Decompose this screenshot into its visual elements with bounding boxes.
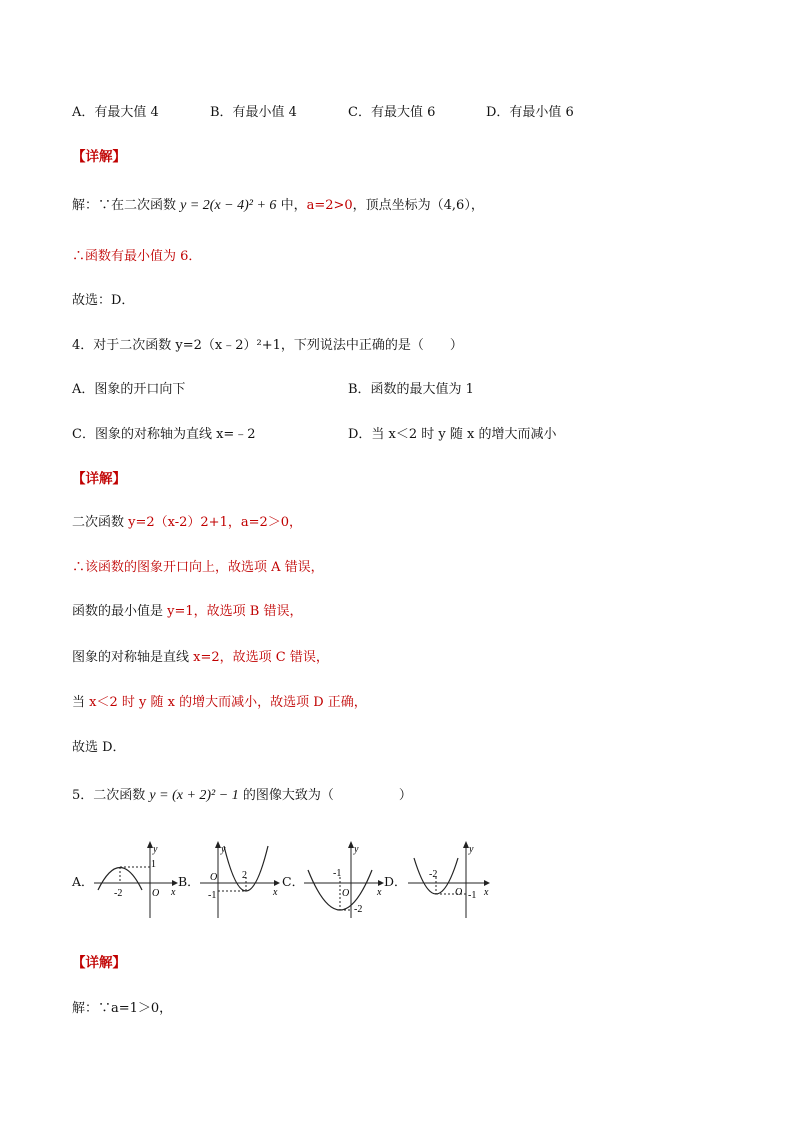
q4-solution-line-4 [72, 649, 329, 667]
graph-a-x-label: x [171, 887, 176, 898]
q5-formula: y = (x + 2)² − 1 [149, 788, 239, 803]
q3-solution-tail: ，顶点坐标为（4,6）， [352, 198, 484, 213]
q3-option-b: B．有最小值 4 [210, 105, 297, 120]
q4-sol5-black: 当 [72, 695, 90, 710]
q5-label-b: B． [178, 874, 200, 889]
graph-a-x-arrow [172, 880, 178, 886]
q5-label-d: D． [384, 874, 407, 889]
q3-solution-a: a=2>0 [306, 198, 353, 213]
q4-solution-line-2: ∴该函数的图象开口向上，故选项 A 错误， [72, 560, 324, 575]
q4-solution-line-6: 故选 D． [72, 740, 126, 755]
graph-b-origin: O [210, 872, 218, 883]
q3-solution-line-3: 故选：D． [72, 293, 135, 308]
graph-d [404, 840, 494, 920]
graph-b-x-arrow [274, 880, 280, 886]
graph-d-tick-2: -1 [468, 890, 477, 901]
graph-d-y-label: y [469, 844, 474, 855]
graph-a-y-label: y [153, 844, 158, 855]
graph-b-x-label: x [273, 887, 278, 898]
q3-option-c: C．有最大值 6 [348, 105, 436, 120]
q4-sol1-black: 二次函数 [72, 515, 129, 530]
q5-label-c: C． [282, 874, 305, 889]
graph-a-tick-1: -2 [114, 888, 123, 899]
q4-sol5-red: x＜2 时 y 随 x 的增大而减小，故选项 D 正确， [89, 695, 367, 710]
graph-c-x-label: x [377, 887, 382, 898]
q4-solution-line-5 [72, 694, 367, 712]
q5-label-a: A． [72, 874, 94, 889]
q5-stem [72, 787, 412, 805]
detail-heading-q4: 【详解】 [72, 471, 126, 487]
graph-b-tick-2: -1 [208, 890, 217, 901]
q5-solution-line-1: 解：∵a=1＞0， [72, 1001, 173, 1016]
q4-solution-line-3 [72, 603, 302, 621]
q3-option-a: A．有最大值 4 [72, 105, 159, 120]
graph-b [196, 840, 284, 920]
q4-sol4-black: 图象的对称轴是直线 [72, 650, 194, 665]
graph-c-origin: O [342, 888, 350, 899]
q5-stem-prefix: 5．二次函数 [72, 788, 150, 803]
graph-b-y-label: y [221, 844, 226, 855]
q3-solution-mid: 中， [276, 198, 307, 213]
q4-stem: 4．对于二次函数 y=2（x﹣2）²+1，下列说法中正确的是（ ） [72, 338, 463, 353]
q4-solution-line-1 [72, 514, 302, 532]
detail-heading-q5: 【详解】 [72, 955, 126, 971]
q4-sol1-red: y=2（x-2）2+1，a=2＞0， [128, 515, 303, 530]
graph-d-tick-1: -2 [429, 869, 438, 880]
q4-sol4-red: x=2，故选项 C 错误， [193, 650, 329, 665]
graph-c-tick-1: -1 [333, 868, 342, 879]
q4-option-c: C．图象的对称轴为直线 x=﹣2 [72, 427, 256, 442]
graph-d-x-arrow [484, 880, 490, 886]
graph-c-x-arrow [378, 880, 384, 886]
q3-solution-line-2: ∴函数有最小值为 6． [72, 249, 202, 264]
q4-sol3-black: 函数的最小值是 [72, 604, 168, 619]
q3-solution-prefix: 解：∵在二次函数 [72, 198, 181, 213]
q3-option-d: D．有最小值 6 [486, 105, 574, 120]
graph-d-origin: O [455, 887, 463, 898]
graph-a-origin: O [152, 888, 160, 899]
graph-b-curve [224, 846, 268, 891]
graph-b-tick-1: 2 [242, 870, 247, 881]
q3-formula: y = 2(x − 4)² + 6 [180, 198, 277, 213]
graph-c-tick-2: -2 [354, 904, 363, 915]
graph-a-curve [98, 868, 142, 891]
graph-a [92, 840, 180, 920]
q4-option-d: D．当 x＜2 时 y 随 x 的增大而减小 [348, 427, 557, 442]
graph-d-x-label: x [484, 887, 489, 898]
q5-stem-suffix: 的图像大致为（ ） [238, 788, 412, 803]
q3-solution-line-1 [72, 197, 484, 215]
q4-option-a: A．图象的开口向下 [72, 382, 186, 397]
graph-c [300, 840, 388, 920]
q4-option-b: B．函数的最大值为 1 [348, 382, 474, 397]
q4-sol3-red: y=1，故选项 B 错误， [167, 604, 303, 619]
detail-heading: 【详解】 [72, 149, 126, 165]
graph-c-y-label: y [354, 844, 359, 855]
graph-a-tick-2: 1 [151, 859, 156, 870]
